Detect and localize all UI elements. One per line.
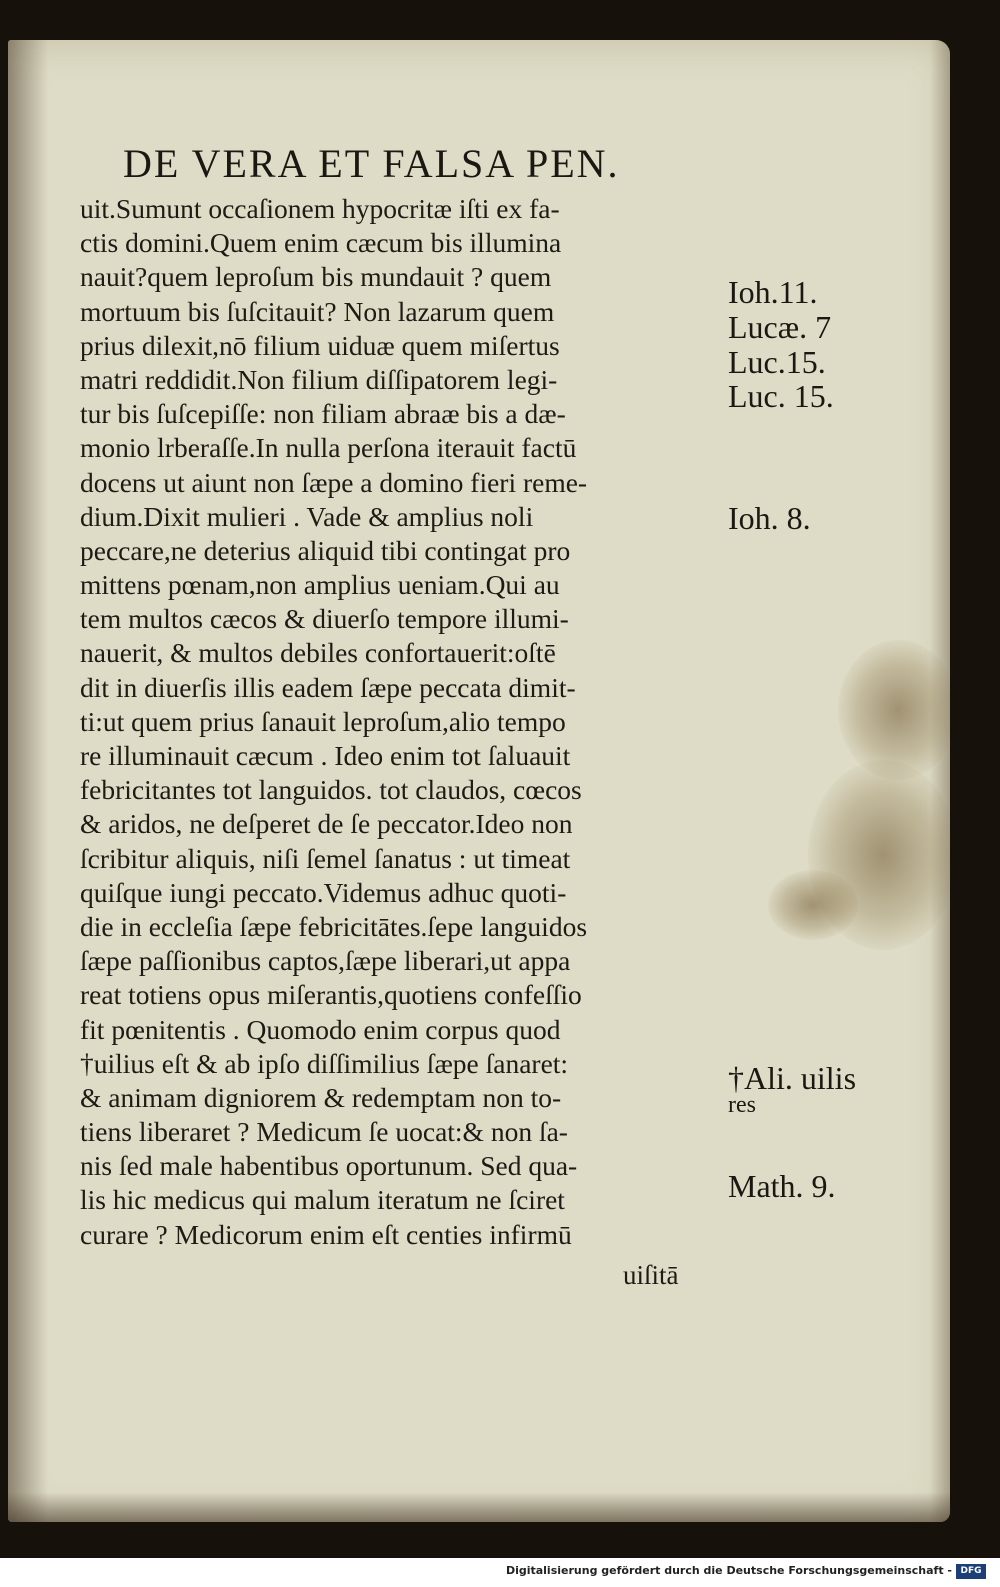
- margin-note: Math. 9.: [728, 1168, 836, 1204]
- water-stain: [838, 640, 950, 780]
- text-line: tiens liberaret ? Medicum ſe uocat:& non ſa-: [80, 1116, 568, 1148]
- text-line: fit pœnitentis . Quomodo enim corpus quod: [80, 1013, 561, 1045]
- text-line: dit in diuerſis illis eadem ſæpe peccata dimit-: [80, 671, 576, 703]
- text-line: die in eccleſia ſæpe febricitātes.ſepe languidos: [80, 910, 588, 942]
- margin-note: res: [728, 1092, 756, 1118]
- running-header: DE VERA ET FALSA PEN.: [123, 141, 620, 186]
- text-line: ſcribitur aliquis, niſi ſemel ſanatus : ut timeat: [80, 842, 571, 874]
- catchword: uiſitā: [623, 1260, 679, 1290]
- footer-bar: [0, 1558, 1000, 1587]
- margin-note: Ioh.11.: [728, 274, 818, 310]
- text-line: nauerit, & multos debiles confortauerit:oſtē: [80, 637, 556, 669]
- text-line: reat totiens opus miſerantis,quotiens confeſſio: [80, 979, 582, 1011]
- text-line: nis ſed male habentibus oportunum. Sed qua-: [80, 1150, 578, 1182]
- text-line: curare ? Medicorum enim eſt centies infirmū: [80, 1218, 572, 1250]
- text-line: matri reddidit.Non filium diſſipatorem legi-: [80, 363, 558, 395]
- text-line: mittens pœnam,non amplius ueniam.Qui au: [80, 569, 560, 601]
- body-text: [80, 192, 720, 1252]
- text-line: ſæpe paſſionibus captos,ſæpe liberari,ut appa: [80, 945, 571, 977]
- text-line: uit.Sumunt occaſionem hypocritæ iſti ex fa-: [80, 193, 560, 224]
- text-line: ti:ut quem prius ſanauit leproſum,alio tempo: [80, 705, 566, 737]
- text-line: †uilius eſt & ab ipſo diſſimilius ſæpe ſanaret:: [80, 1047, 569, 1079]
- footer-credit: Digitalisierung gefördert durch die Deutsche Forschungsgemeinschaft -: [505, 1564, 952, 1577]
- margin-note: Luc.15.: [728, 344, 826, 380]
- text-line: & aridos, ne deſperet de ſe peccator.Ideo non: [80, 808, 573, 840]
- page-bottom-edge: [8, 1492, 950, 1522]
- text-line: nauit?quem leproſum bis mundauit ? quem: [80, 261, 552, 293]
- page-gutter-shadow: [8, 40, 48, 1522]
- text-line: monio lrberaſſe.In nulla perſona iterauit factū: [80, 432, 577, 464]
- book-page: [8, 40, 950, 1522]
- text-line: & animam digniorem & redemptam non to-: [80, 1081, 562, 1113]
- text-line: febricitantes tot languidos. tot claudos, cœcos: [80, 774, 582, 806]
- page-edge-shadow: [930, 40, 950, 1522]
- text-line: re illuminauit cæcum . Ideo enim tot ſaluauit: [80, 740, 571, 771]
- text-line: quiſque iungi peccato.Videmus adhuc quoti-: [80, 876, 567, 908]
- text-line: peccare,ne deterius aliquid tibi contingat pro: [80, 534, 571, 566]
- text-line: prius dilexit,nō filium uiduæ quem miſertus: [80, 329, 560, 361]
- text-line: ctis domini.Quem enim cæcum bis illumina: [80, 227, 562, 259]
- dfg-logo: DFG: [956, 1564, 986, 1579]
- margin-note: Lucæ. 7: [728, 309, 832, 345]
- text-line: dium.Dixit mulieri . Vade & amplius noli: [80, 500, 534, 532]
- water-stain: [768, 870, 858, 940]
- text-line: lis hic medicus qui malum iteratum ne ſciret: [80, 1184, 565, 1216]
- text-line: tur bis ſuſcepiſſe: non filiam abraæ bis a dæ-: [80, 398, 566, 430]
- text-line: docens ut aiunt non ſæpe a domino fieri reme-: [80, 466, 588, 498]
- text-line: mortuum bis ſuſcitauit? Non lazarum quem: [80, 295, 555, 327]
- margin-note: Ioh. 8.: [728, 500, 811, 536]
- text-line: tem multos cæcos & diuerſo tempore illumi-: [80, 603, 569, 635]
- margin-note: †Ali. uilis: [728, 1060, 857, 1096]
- margin-note: Luc. 15.: [728, 378, 834, 414]
